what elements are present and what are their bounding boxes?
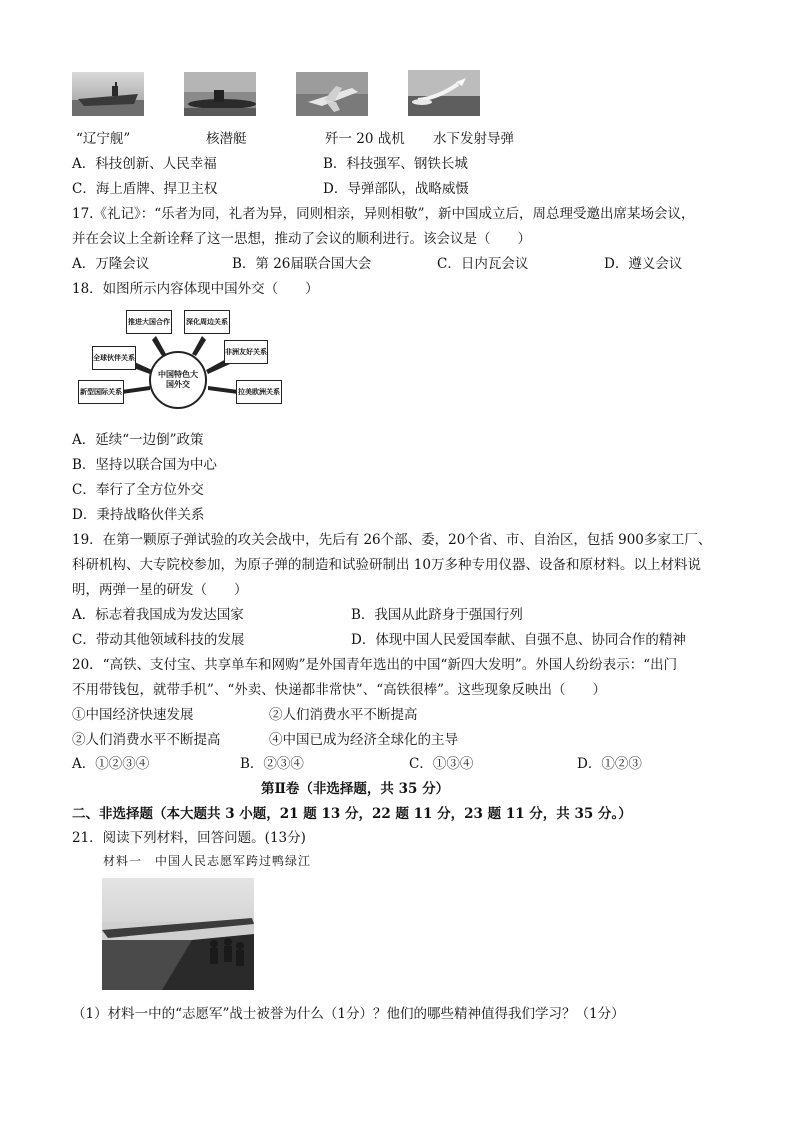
q18-option-c[interactable]: C．奉行了全方位外交 (72, 482, 204, 498)
nuclear-submarine-photo (184, 72, 256, 116)
q20-option-a[interactable]: A．①②③④ (72, 756, 150, 772)
diagram-node-neighbors: 深化周边关系 (184, 310, 230, 334)
q17-option-d[interactable]: D．遵义会议 (604, 256, 683, 272)
section2-title: 第Ⅱ卷（非选择题，共 35 分） (261, 781, 450, 797)
caption-j20: 歼一 20 战机 (325, 131, 405, 147)
caption-submarine: 核潜艇 (206, 131, 247, 147)
q19-stem-line2: 科研机构、大专院校参加，为原子弹的制造和试验研制出 10万多种专用仪器、设备和原材料。以上材料说 (72, 557, 701, 573)
underwater-missile-photo (408, 70, 480, 116)
q19-option-b[interactable]: B．我国从此跻身于强国行列 (351, 607, 523, 623)
diagram-node-great-power: 推进大国合作 (126, 310, 172, 334)
q21-material1-caption: 材料一 中国人民志愿军跨过鸭绿江 (103, 854, 312, 868)
section2-heading: 二、非选择题（本大题共 3 小题，21 题 13 分，22 题 11 分，23 题 11 分，共 35 分。） (72, 806, 632, 822)
q19-option-d[interactable]: D．体现中国人民爱国奉献、自强不息、协同合作的精神 (351, 632, 686, 648)
q20-item-1: ①中国经济快速发展 (72, 707, 194, 723)
q18-option-b[interactable]: B．坚持以联合国为中心 (72, 457, 217, 473)
diagram-node-new-relations: 新型国际关系 (78, 380, 124, 404)
q19-option-c[interactable]: C．带动其他领域科技的发展 (72, 632, 245, 648)
q20-stem-line2: 不用带钱包，就带手机”、“外卖、快递都非常快”、“高铁很棒”。这些现象反映出（ ） (72, 682, 607, 698)
q17-option-a[interactable]: A．万隆会议 (72, 256, 150, 272)
diagram-center-label: 中国特色大国外交 (158, 370, 198, 389)
q20-item-2: ②人们消费水平不断提高 (269, 707, 418, 723)
q21-stem: 21．阅读下列材料，回答问题。(13分) (72, 830, 306, 846)
j20-fighter-photo (296, 72, 368, 116)
q19-stem-line1: 19．在第一颗原子弹试验的攻关会战中，先后有 26个部、委，20个省、市、自治区，包括 900多家工厂、 (72, 532, 712, 548)
q20-item-4: ④中国已成为经济全球化的主导 (269, 732, 458, 748)
q16-option-b[interactable]: B．科技强军、钢铁长城 (323, 156, 468, 172)
q20-stem-line1: 20．“高铁、支付宝、共享单车和网购”是外国青年选出的中国“新四大发明”。外国人纷纷表示：“出门 (72, 657, 678, 673)
q20-option-c[interactable]: C．①③④ (409, 756, 474, 772)
q17-stem-line2: 并在会议上全新诠释了这一思想，推动了会议的顺利进行。该会议是（ ） (72, 231, 531, 247)
q16-option-d[interactable]: D．导弹部队，战略威慑 (323, 181, 469, 197)
q20-option-b[interactable]: B．②③④ (240, 756, 304, 772)
q16-option-a[interactable]: A．科技创新、人民幸福 (72, 156, 217, 172)
q17-option-b[interactable]: B．第 26届联合国大会 (232, 256, 372, 272)
q16-option-c[interactable]: C．海上盾牌、捍卫主权 (72, 181, 218, 197)
diagram-node-global-partners: 全球伙伴关系 (92, 346, 136, 370)
caption-liaoning: “辽宁舰” (76, 131, 131, 147)
q21-subquestion-1: （1）材料一中的“志愿军”战士被誉为什么（1分）？他们的哪些精神值得我们学习？（1分） (72, 1006, 625, 1022)
caption-missile: 水下发射导弹 (433, 131, 514, 147)
q17-stem-line1: 17.《礼记》：“乐者为同，礼者为异，同则相亲，异则相敬”，新中国成立后，周总理受邀出席某场会议， (72, 206, 695, 222)
q19-stem-line3: 明，两弹一星的研发（ ） (72, 582, 248, 598)
q18-stem: 18．如图所示内容体现中国外交（ ） (72, 281, 319, 297)
q20-option-d[interactable]: D．①②③ (577, 756, 642, 772)
q19-option-a[interactable]: A．标志着我国成为发达国家 (72, 607, 244, 623)
q17-option-c[interactable]: C．日内瓦会议 (437, 256, 529, 272)
diagram-node-latam-europe: 拉美欧洲关系 (236, 380, 282, 404)
q18-option-a[interactable]: A．延续“一边倒”政策 (72, 432, 204, 448)
diagram-node-africa: 非洲友好关系 (224, 340, 268, 364)
liaoning-ship-photo (72, 72, 144, 116)
q18-option-d[interactable]: D．秉持战略伙伴关系 (72, 507, 205, 523)
diplomacy-diagram (78, 304, 288, 424)
q20-item-3: ②人们消费水平不断提高 (72, 732, 221, 748)
volunteers-crossing-yalu-photo (102, 878, 254, 990)
